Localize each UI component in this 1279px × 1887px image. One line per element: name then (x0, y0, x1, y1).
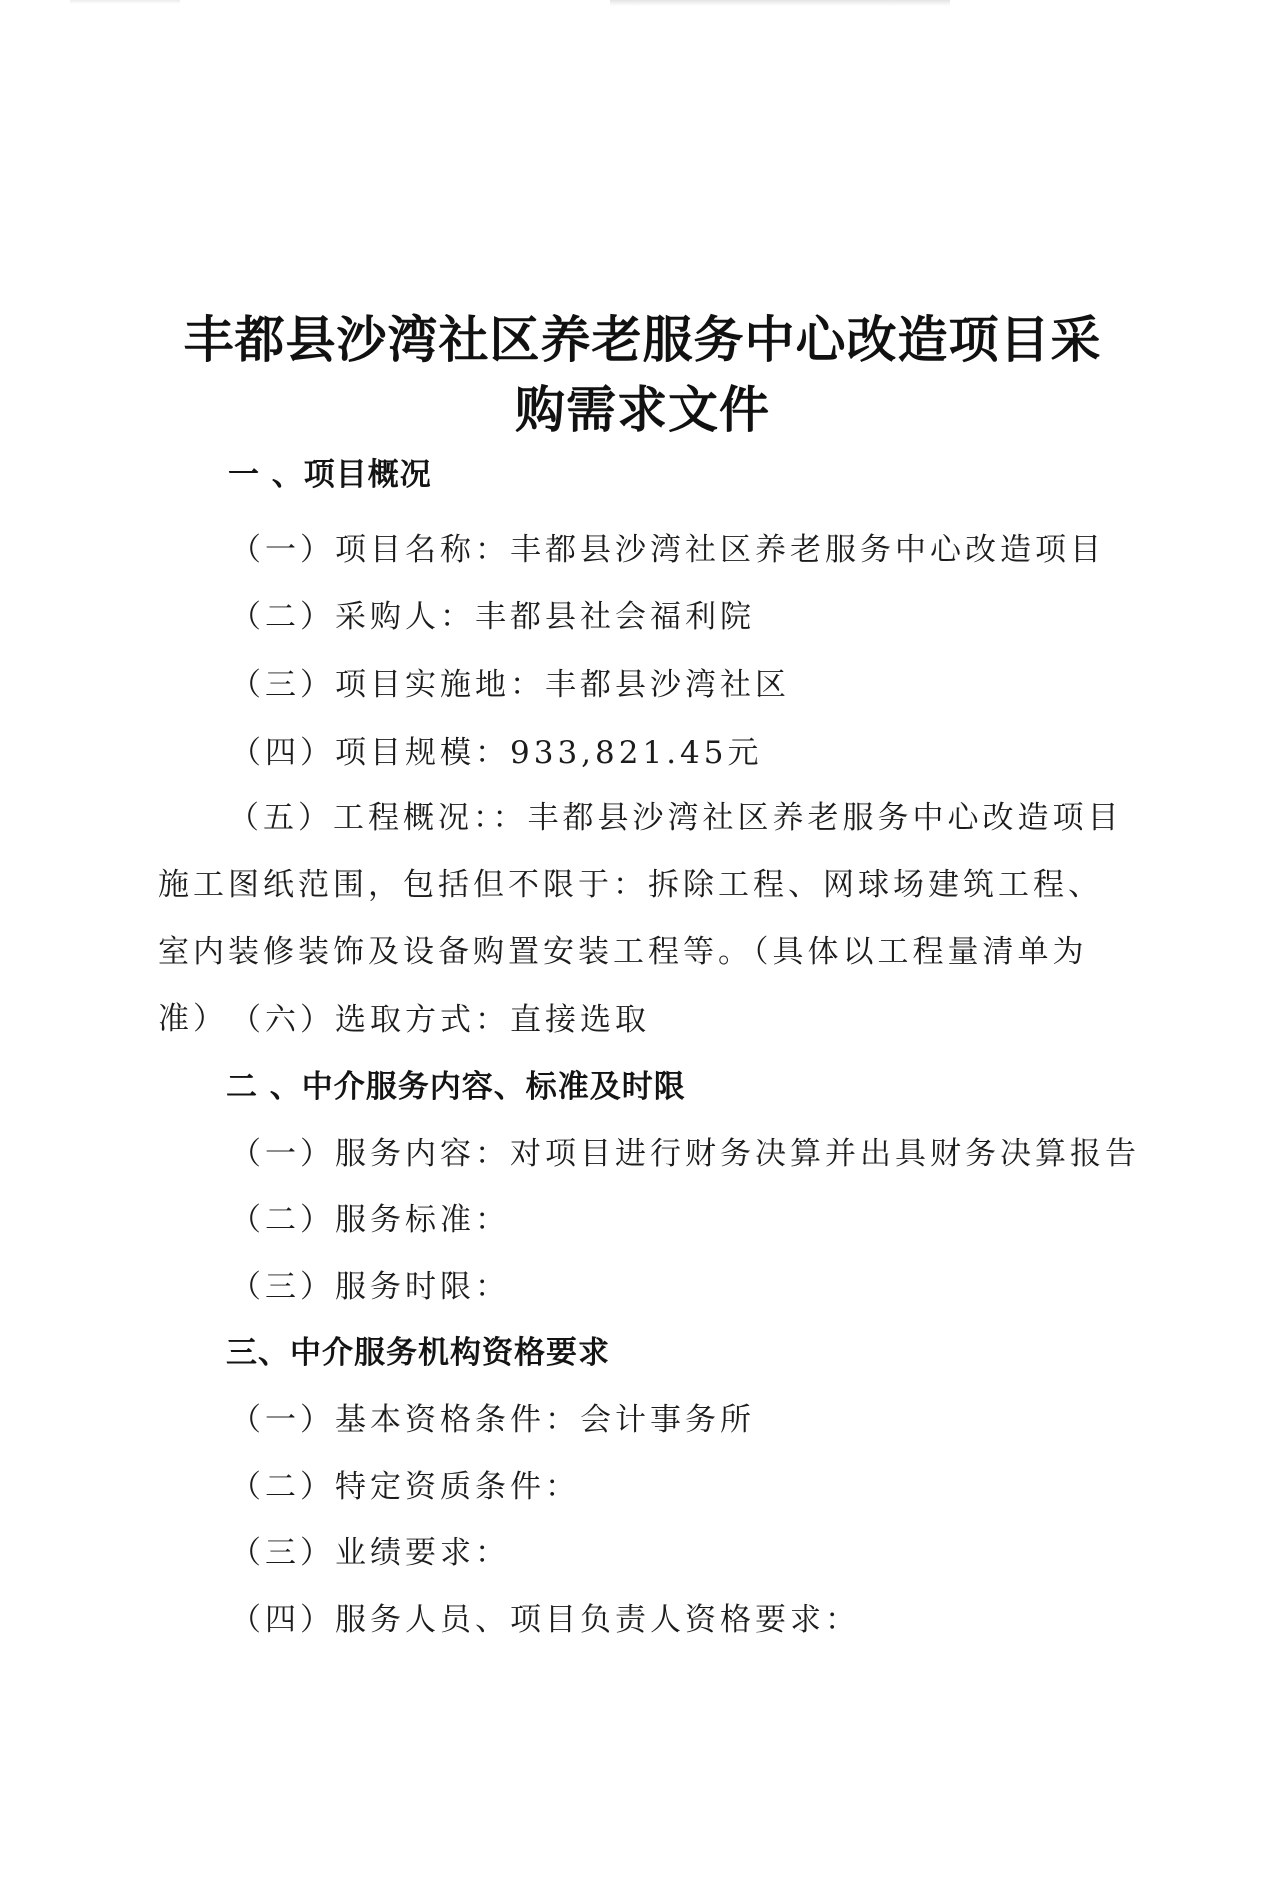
section-2-item-1: （一）服务内容：对项目进行财务决算并出具财务决算报告 (230, 1136, 1140, 1172)
section-3-item-1: （一）基本资格条件：会计事务所 (230, 1402, 755, 1438)
section-2-item-2: （二）服务标准： (230, 1202, 510, 1238)
section-1-item-2: （二）采购人：丰都县社会福利院 (230, 599, 755, 635)
section-1-item-3: （三）项目实施地：丰都县沙湾社区 (230, 667, 790, 703)
section-heading-1: 一 、项目概况 (228, 457, 432, 493)
document-title: 丰都县沙湾社区养老服务中心改造项目采购需求文件 (183, 311, 1102, 439)
section-3-item-3: （三）业绩要求： (230, 1535, 510, 1571)
section-1-item-6: （六）选取方式：直接选取 (230, 1002, 650, 1038)
section-1-item-5: （五）工程概况：：丰都县沙湾社区养老服务中心改造项目施工图纸范围，包括但不限于：拆除工程、网球场建筑工程、室内装修装饰及设备购置安装工程等。（具体以工程量清单为准） (158, 800, 1123, 1037)
section-heading-2: 二 、中介服务内容、标准及时限 (226, 1069, 686, 1105)
section-heading-3: 三、中介服务机构资格要求 (226, 1335, 610, 1371)
section-3-item-4: （四）服务人员、项目负责人资格要求： (230, 1602, 860, 1638)
scan-edge-shadow-left (70, 0, 180, 4)
section-3-item-2: （二）特定资质条件： (230, 1469, 580, 1505)
section-2-item-3: （三）服务时限： (230, 1269, 510, 1305)
scan-edge-shadow (610, 0, 950, 6)
section-1-item-4: （四）项目规模：933,821.45元 (230, 735, 763, 771)
section-1-item-1: （一）项目名称：丰都县沙湾社区养老服务中心改造项目 (230, 532, 1105, 568)
